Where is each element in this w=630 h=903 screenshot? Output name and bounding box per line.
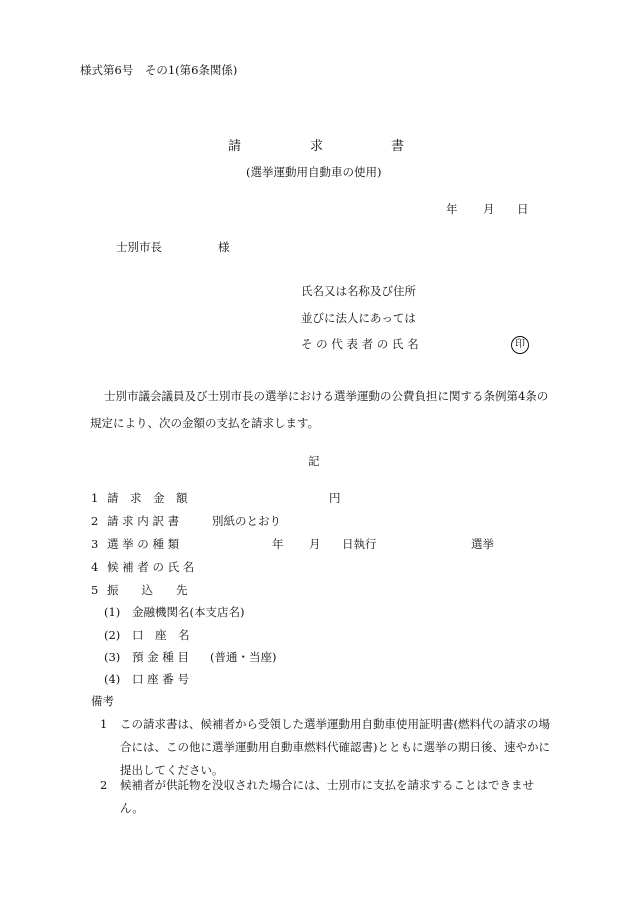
sub-1-number: (1) (104, 605, 121, 619)
remark-2-text: 候補者が供託物を没収された場合には、士別市に支払を請求することはできません。 (120, 778, 534, 815)
sub-3-label: 預 金 種 目 (132, 650, 189, 664)
sub-3-value: (普通・当座) (210, 650, 277, 664)
item-2-number: 2 (91, 514, 99, 528)
sub-2-number: (2) (104, 628, 121, 642)
addressee-name: 士別市長 (116, 240, 162, 254)
item-2-label: 請 求 内 訳 書 (107, 514, 180, 528)
date-month: 月 (483, 202, 495, 216)
title-char-3: 書 (391, 139, 405, 154)
title-char-1: 請 (228, 139, 242, 154)
title-char-2: 求 (310, 139, 324, 154)
item-1-number: 1 (91, 491, 99, 505)
remark-1-number: 1 (100, 717, 108, 731)
addressee-honorific: 様 (218, 240, 230, 254)
item-3-month: 月 (309, 537, 321, 551)
sub-4-label: 口 座 番 号 (132, 672, 189, 686)
item-1-unit: 円 (329, 491, 341, 505)
ki-heading: 記 (308, 454, 320, 468)
item-2-value: 別紙のとおり (212, 514, 281, 528)
item-5-number: 5 (91, 583, 99, 597)
sub-3-number: (3) (104, 650, 121, 664)
sub-2-label: 口 座 名 (132, 628, 190, 642)
form-number: 様式第6号 その1(第6条関係) (80, 63, 238, 77)
item-3-number: 3 (91, 537, 99, 551)
applicant-line-1: 氏名又は名称及び住所 (301, 284, 416, 298)
item-3-label: 選 挙 の 種 類 (107, 537, 180, 551)
date-day: 日 (517, 202, 529, 216)
item-5-label: 振 込 先 (107, 583, 188, 597)
sub-4-number: (4) (104, 672, 121, 686)
item-3-election: 選挙 (471, 537, 494, 551)
item-4-number: 4 (91, 560, 99, 574)
seal-mark: 印 (511, 336, 529, 354)
item-3-day: 日執行 (342, 537, 377, 551)
body-paragraph: 士別市議会議員及び士別市長の選挙における選挙運動の公費負担に関する条例第4条の規定により、次の金額の支払を請求します。 (90, 389, 549, 430)
remark-1 (100, 713, 554, 782)
item-4-label: 候 補 者 の 氏 名 (107, 560, 195, 574)
sub-1-label: 金融機関名(本支店名) (132, 605, 245, 619)
remark-1-text: この請求書は、候補者から受領した選挙運動用自動車使用証明書(燃料代の請求の場合には、この他に選挙運動用自動車燃料代確認書)とともに選挙の期日後、速やかに提出してください。 (120, 717, 550, 777)
applicant-line-3: そ の 代 表 者 の 氏 名 (301, 337, 419, 351)
item-3-year: 年 (272, 537, 284, 551)
remarks-heading: 備考 (91, 694, 114, 708)
date-year: 年 (446, 202, 458, 216)
remark-2 (100, 774, 554, 820)
remark-2-number: 2 (100, 778, 108, 792)
applicant-line-2: 並びに法人にあっては (301, 311, 416, 325)
item-1-label: 請 求 金 額 (107, 491, 188, 505)
subtitle: (選挙運動用自動車の使用) (246, 165, 382, 179)
